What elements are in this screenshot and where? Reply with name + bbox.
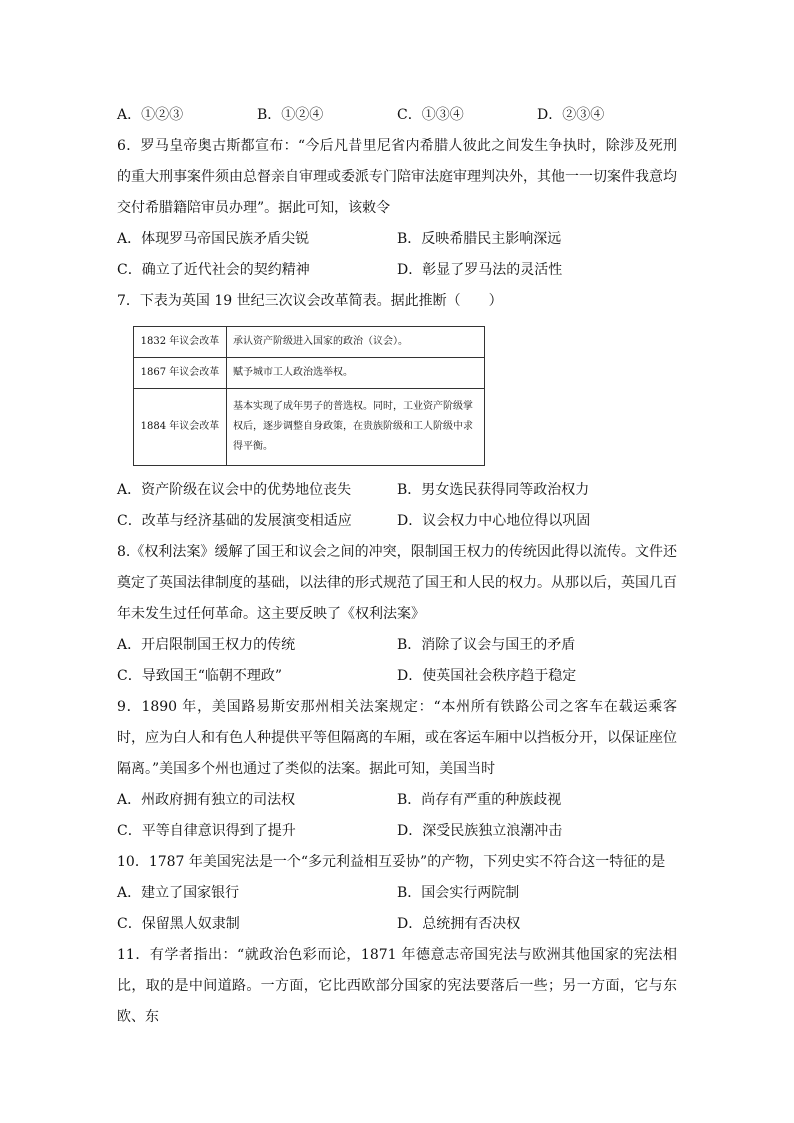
q6-option-d: D．彰显了罗马法的灵活性	[397, 262, 563, 278]
table-row	[134, 358, 485, 389]
table-cell-content: 基本实现了成年男子的普选权。同时，工业资产阶级掌权后，逐步调整自身政策，在贵族阶级和工人阶级中求得平衡。	[227, 389, 485, 466]
q11-stem: 11．有学者指出：“就政治色彩而论，1871 年德意志帝国宪法与欧洲其他国家的宪法相比，取的是中间道路。一方面，它比西欧部分国家的宪法要落后一些；另一方面，它与东欧、东	[117, 947, 677, 1025]
q9-option-c: C．平等自律意识得到了提升	[117, 823, 296, 839]
q10-option-c: C．保留黑人奴隶制	[117, 916, 240, 932]
q8-option-c: C．导致国王“临朝不理政”	[117, 668, 283, 684]
table-cell-year: 1832 年议会改革	[134, 327, 227, 358]
table-cell-year: 1867 年议会改革	[134, 358, 227, 389]
q7-option-c: C．改革与经济基础的发展演变相适应	[117, 513, 352, 529]
q10-option-b: B．国会实行两院制	[397, 885, 520, 901]
q9-option-b: B．尚存有严重的种族歧视	[397, 792, 562, 808]
q6-option-c: C．确立了近代社会的契约精神	[117, 262, 310, 278]
table-row	[134, 327, 485, 358]
table-cell-content: 承认资产阶级进入国家的政治（议会）。	[227, 327, 485, 358]
q5-option-b: B．①②④	[257, 107, 324, 123]
q8-option-a: A．开启限制国王权力的传统	[117, 637, 296, 653]
q8-options-row2	[117, 661, 677, 692]
q9-options-row1	[117, 785, 677, 816]
page-content	[117, 100, 677, 1033]
table-cell-content: 赋予城市工人政治选举权。	[227, 358, 485, 389]
q5-options	[117, 100, 677, 131]
q8-options-row1	[117, 630, 677, 661]
q10-option-d: D．总统拥有否决权	[397, 916, 521, 932]
q7-stem: 7．下表为英国 19 世纪三次议会改革简表。据此推断（ ）	[117, 293, 503, 309]
q6-options-row2	[117, 255, 677, 286]
q8-stem: 8.《权利法案》缓解了国王和议会之间的冲突，限制国王权力的传统因此得以流传。文件还奠定了英国法律制度的基础，以法律的形式规范了国王和人民的权力。从那以后，英国几百年未发生过任何革命。这主要反映了《权利法案》	[117, 544, 677, 622]
q10-options-row2	[117, 909, 677, 940]
q5-option-c: C．①③④	[397, 107, 464, 123]
q8-option-b: B．消除了议会与国王的矛盾	[397, 637, 576, 653]
q6-option-a: A．体现罗马帝国民族矛盾尖锐	[117, 231, 310, 247]
table-row	[134, 389, 485, 466]
q9-option-a: A．州政府拥有独立的司法权	[117, 792, 296, 808]
q6-options-row1	[117, 224, 677, 255]
q9-stem: 9．1890 年，美国路易斯安那州相关法案规定：“本州所有铁路公司之客车在载运乘客时，应为白人和有色人种提供平等但隔离的车厢，或在客运车厢中以挡板分开，以保证座位隔离。”美国多个州也通过了类似的法案。据此可知，美国当时	[117, 699, 677, 777]
q7-options-row2	[117, 506, 677, 537]
q5-option-d: D．②③④	[537, 107, 605, 123]
q9-option-d: D．深受民族独立浪潮冲击	[397, 823, 563, 839]
q8-option-d: D．使英国社会秩序趋于稳定	[397, 668, 577, 684]
q5-option-a: A．①②③	[117, 107, 184, 123]
q10-stem: 10．1787 年美国宪法是一个“多元利益相互妥协”的产物，下列史实不符合这一特征的是	[117, 854, 666, 870]
q9-options-row2	[117, 816, 677, 847]
table-cell-year: 1884 年议会改革	[134, 389, 227, 466]
q7-options-row1	[117, 475, 677, 506]
q10-option-a: A．建立了国家银行	[117, 885, 240, 901]
reform-table	[133, 326, 485, 466]
q6-option-b: B．反映希腊民主影响深远	[397, 231, 562, 247]
q6-stem: 6．罗马皇帝奥古斯都宣布：“今后凡昔里尼省内希腊人彼此之间发生争执时，除涉及死刑的重大刑事案件须由总督亲自审理或委派专门陪审法庭审理判决外，其他一一切案件我意均交付希腊籍陪审员办理”。据此可知，该敕令	[117, 138, 677, 216]
q7-option-a: A．资产阶级在议会中的优势地位丧失	[117, 482, 352, 498]
q7-option-b: B．男女选民获得同等政治权力	[397, 482, 590, 498]
q7-option-d: D．议会权力中心地位得以巩固	[397, 513, 591, 529]
q10-options-row1	[117, 878, 677, 909]
